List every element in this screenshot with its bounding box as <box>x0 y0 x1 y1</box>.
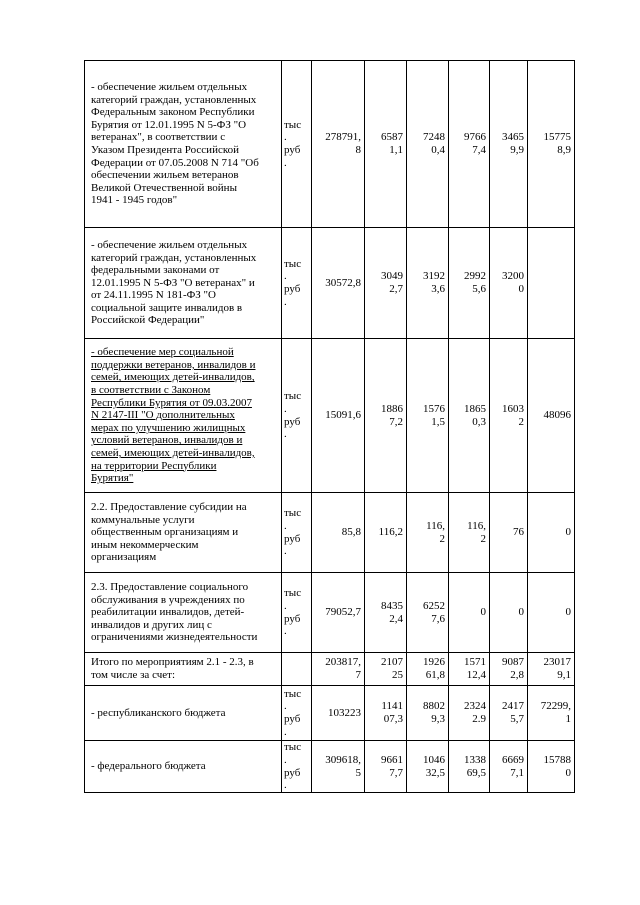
value-line: 9087 <box>502 656 524 669</box>
unit-line: руб <box>284 766 301 779</box>
value-line: 2,8 <box>510 669 524 681</box>
value-line: 116, <box>426 519 445 532</box>
unit-line: . <box>284 779 287 792</box>
value-line: 116, <box>467 519 486 532</box>
description-line: 1941 - 1945 годов" <box>91 194 178 207</box>
table-row <box>85 573 575 653</box>
value-line: 07,3 <box>383 713 403 725</box>
value-line: 15091,6 <box>325 409 361 422</box>
value-line: 2107 <box>381 656 403 669</box>
value-2016 <box>449 228 490 339</box>
value-line: 25 <box>392 669 403 681</box>
table-row <box>85 228 575 339</box>
row-description <box>85 741 282 793</box>
value-line: 2.9 <box>472 713 486 725</box>
table-row <box>85 686 575 741</box>
value-2018 <box>528 61 575 228</box>
unit-line: . <box>284 753 287 766</box>
value-total <box>312 741 365 793</box>
description-line: Указом Президента Российской <box>91 144 240 156</box>
description-line: категорий граждан, установленных <box>91 251 257 264</box>
value-line: 1603 <box>502 402 524 415</box>
row-unit <box>282 573 312 653</box>
value-2015 <box>407 686 449 741</box>
description-line: Республики Бурятия от 09.03.2007 <box>91 396 252 409</box>
unit-line: руб <box>284 713 301 725</box>
description-line: Федеральным законом Республики <box>91 106 255 119</box>
description-line: Федерации от 07.05.2008 N 714 "Об <box>91 156 259 169</box>
unit-line: . <box>284 131 287 144</box>
description-line: том числе за счет: <box>91 669 176 681</box>
value-line: 9,3 <box>431 713 445 725</box>
value-total <box>312 653 365 686</box>
value-2015 <box>407 573 449 653</box>
value-2015 <box>407 228 449 339</box>
value-line: 15775 <box>543 131 571 144</box>
row-description <box>85 228 282 339</box>
description-line: - обеспечение мер социальной <box>91 346 234 359</box>
value-2014 <box>365 493 407 573</box>
description-line: на территории Республики <box>91 459 217 472</box>
value-2015 <box>407 61 449 228</box>
unit-line: руб <box>284 144 301 156</box>
value-line: 0,3 <box>472 415 486 428</box>
value-line: 2,4 <box>389 612 403 625</box>
description-line: 2.2. Предоставление субсидии на <box>91 501 247 514</box>
value-line: 1,5 <box>431 415 445 428</box>
row-description <box>85 573 282 653</box>
value-total <box>312 228 365 339</box>
description-line: семей, имеющих детей-инвалидов, <box>91 446 255 459</box>
unit-line: руб <box>284 283 301 295</box>
value-line: 1926 <box>423 656 445 669</box>
unit-line: . <box>284 156 287 169</box>
unit-line: руб <box>284 415 301 428</box>
description-line: - республиканского бюджета <box>91 706 226 719</box>
value-line: 7 <box>355 669 361 681</box>
value-line: 2324 <box>464 700 486 713</box>
value-line: 32,5 <box>425 766 445 779</box>
description-line: 12.01.1995 N 5-ФЗ "О ветеранах" и <box>91 276 255 289</box>
value-2015 <box>407 339 449 493</box>
value-line: 1886 <box>381 402 403 415</box>
description-line: 2.3. Предоставление социального <box>91 581 249 594</box>
value-2016 <box>449 61 490 228</box>
description-line: федеральными законами от <box>91 264 220 277</box>
value-line: 8802 <box>423 700 445 713</box>
unit-line: тыс <box>284 687 302 700</box>
description-line: коммунальные услуги <box>91 513 195 526</box>
value-2017 <box>490 653 528 686</box>
value-line: 5,6 <box>472 283 486 295</box>
unit-line: . <box>284 625 287 638</box>
unit-line: . <box>284 700 287 713</box>
value-line: 0,4 <box>431 144 445 156</box>
value-2016 <box>449 339 490 493</box>
unit-line: . <box>284 428 287 441</box>
description-line: семей, имеющих детей-инвалидов, <box>91 371 255 384</box>
description-line: Бурятия" <box>91 472 134 485</box>
value-line: 3049 <box>381 270 403 283</box>
row-unit <box>282 686 312 741</box>
value-line: 2992 <box>464 270 486 283</box>
description-line: в соответствии с Законом <box>91 384 211 397</box>
value-2017 <box>490 686 528 741</box>
value-line: 2,7 <box>389 283 403 295</box>
table-row <box>85 741 575 793</box>
value-line: 7,1 <box>510 766 524 779</box>
value-2014 <box>365 741 407 793</box>
description-line: обеспечении жильем ветеранов <box>91 169 239 182</box>
value-line: 3200 <box>502 270 524 283</box>
row-unit <box>282 741 312 793</box>
row-description <box>85 686 282 741</box>
value-line: 61,8 <box>425 669 445 681</box>
value-2018 <box>528 573 575 653</box>
value-line: 3,6 <box>431 283 445 295</box>
row-unit <box>282 61 312 228</box>
value-2016 <box>449 493 490 573</box>
value-line: 79052,7 <box>325 606 361 619</box>
value-line: 0 <box>565 526 571 539</box>
value-2016 <box>449 653 490 686</box>
description-line: Великой Отечественной войны <box>91 181 237 194</box>
row-description <box>85 653 282 686</box>
unit-line: . <box>284 519 287 532</box>
value-line: 2417 <box>502 700 524 713</box>
description-line: условий ветеранов, инвалидов и <box>91 434 243 447</box>
value-2018 <box>528 228 575 339</box>
unit-line: тыс <box>284 507 302 520</box>
value-line: 12,4 <box>466 669 486 681</box>
value-line: 7248 <box>423 131 445 144</box>
unit-line: . <box>284 599 287 612</box>
unit-line: руб <box>284 532 301 545</box>
description-line: Российской Федерации" <box>91 314 205 327</box>
value-2018 <box>528 741 575 793</box>
value-line: 0 <box>518 606 524 619</box>
value-line: 72299, <box>540 700 571 713</box>
description-line: от 24.11.1995 N 181-ФЗ "О <box>91 289 216 302</box>
value-line: 1141 <box>381 700 403 713</box>
value-2014 <box>365 573 407 653</box>
value-line: 7,7 <box>389 766 403 779</box>
value-line: 309618, <box>325 753 361 766</box>
value-line: 3192 <box>423 270 445 283</box>
budget-table <box>84 60 575 793</box>
value-line: 203817, <box>325 656 361 669</box>
value-2017 <box>490 339 528 493</box>
description-line: Бурятия от 12.01.1995 N 5-ФЗ "О <box>91 118 247 131</box>
description-line: - обеспечение жильем отдельных <box>91 238 248 251</box>
table-row <box>85 493 575 573</box>
unit-line: . <box>284 295 287 308</box>
description-line: инвалидов и других лиц с <box>91 618 212 631</box>
unit-line: . <box>284 270 287 283</box>
table-row <box>85 339 575 493</box>
value-line: 0 <box>565 606 571 619</box>
value-line: 1046 <box>423 753 445 766</box>
value-line: 9661 <box>381 753 403 766</box>
description-line: мерах по улучшению жилищных <box>91 421 246 434</box>
value-line: 116,2 <box>378 526 403 539</box>
value-2014 <box>365 339 407 493</box>
value-line: 85,8 <box>341 526 361 539</box>
value-line: 76 <box>513 526 524 539</box>
value-line: 1338 <box>464 753 486 766</box>
value-line: 1571 <box>464 656 486 669</box>
value-2017 <box>490 493 528 573</box>
value-line: 7,6 <box>431 612 445 625</box>
description-line: поддержки ветеранов, инвалидов и <box>91 358 256 371</box>
value-2015 <box>407 741 449 793</box>
description-line: организациям <box>91 551 157 564</box>
description-line: обслуживания в учреждениях по <box>91 593 245 606</box>
value-total <box>312 61 365 228</box>
row-unit <box>282 339 312 493</box>
value-2015 <box>407 493 449 573</box>
row-unit <box>282 228 312 339</box>
unit-line: . <box>284 725 287 738</box>
value-line: 278791, <box>325 131 361 144</box>
row-unit <box>282 653 312 686</box>
value-2014 <box>365 61 407 228</box>
value-line: 9,1 <box>557 669 571 681</box>
value-2017 <box>490 61 528 228</box>
value-2014 <box>365 686 407 741</box>
value-line: 8,9 <box>557 144 571 156</box>
row-unit <box>282 493 312 573</box>
value-total <box>312 493 365 573</box>
value-total <box>312 686 365 741</box>
unit-line: . <box>284 545 287 558</box>
description-line: ограничениями жизнедеятельности <box>91 631 258 644</box>
value-total <box>312 339 365 493</box>
description-line: ветеранах", в соответствии с <box>91 131 226 144</box>
description-line: реабилитации инвалидов, детей- <box>91 606 245 619</box>
value-line: 2 <box>480 532 486 545</box>
description-line: социальной защите инвалидов в <box>91 301 243 314</box>
value-line: 7,4 <box>472 144 486 156</box>
unit-line: тыс <box>284 390 302 403</box>
value-2014 <box>365 228 407 339</box>
value-2018 <box>528 653 575 686</box>
unit-line: руб <box>284 612 301 625</box>
unit-line: тыс <box>284 741 302 754</box>
value-line: 0 <box>518 283 524 295</box>
value-line: 2 <box>518 415 524 428</box>
value-line: 1 <box>565 713 571 725</box>
row-description <box>85 61 282 228</box>
description-line: - обеспечение жильем отдельных <box>91 81 248 94</box>
value-line: 6587 <box>381 131 403 144</box>
value-line: 7,2 <box>389 415 403 428</box>
value-line: 0 <box>480 606 486 619</box>
value-line: 2 <box>439 532 445 545</box>
value-2017 <box>490 228 528 339</box>
value-line: 30572,8 <box>325 276 361 289</box>
description-line: иным некоммерческим <box>91 538 199 551</box>
description-line: - федерального бюджета <box>91 760 206 773</box>
value-total <box>312 573 365 653</box>
unit-line: тыс <box>284 118 302 131</box>
value-2018 <box>528 686 575 741</box>
value-line: 0 <box>565 766 571 779</box>
table-row <box>85 61 575 228</box>
unit-line: тыс <box>284 587 302 600</box>
value-2016 <box>449 686 490 741</box>
value-line: 15788 <box>543 753 571 766</box>
value-2016 <box>449 741 490 793</box>
value-line: 48096 <box>543 409 571 422</box>
value-line: 3465 <box>502 131 524 144</box>
value-line: 1576 <box>423 402 445 415</box>
description-line: Итого по мероприятиям 2.1 - 2.3, в <box>91 656 254 669</box>
row-description <box>85 493 282 573</box>
value-2018 <box>528 493 575 573</box>
value-line: 5 <box>355 766 361 779</box>
value-line: 9766 <box>464 131 486 144</box>
value-2017 <box>490 741 528 793</box>
table-row <box>85 653 575 686</box>
value-line: 23017 <box>543 656 571 669</box>
value-2016 <box>449 573 490 653</box>
description-line: N 2147-III "О дополнительных <box>91 409 235 422</box>
value-2017 <box>490 573 528 653</box>
unit-line: тыс <box>284 257 302 270</box>
value-line: 103223 <box>328 706 361 719</box>
value-line: 6252 <box>423 599 445 612</box>
value-line: 6669 <box>502 753 524 766</box>
value-line: 8 <box>355 144 361 156</box>
value-line: 8435 <box>381 599 403 612</box>
value-line: 69,5 <box>466 766 486 779</box>
value-line: 1865 <box>464 402 486 415</box>
unit-line: . <box>284 402 287 415</box>
table-body <box>85 61 575 793</box>
row-description <box>85 339 282 493</box>
value-line: 5,7 <box>510 713 524 725</box>
value-line: 1,1 <box>389 144 403 156</box>
value-line: 9,9 <box>510 144 524 156</box>
description-line: категорий граждан, установленных <box>91 93 257 106</box>
value-2014 <box>365 653 407 686</box>
value-2018 <box>528 339 575 493</box>
value-2015 <box>407 653 449 686</box>
description-line: общественным организациям и <box>91 526 239 539</box>
